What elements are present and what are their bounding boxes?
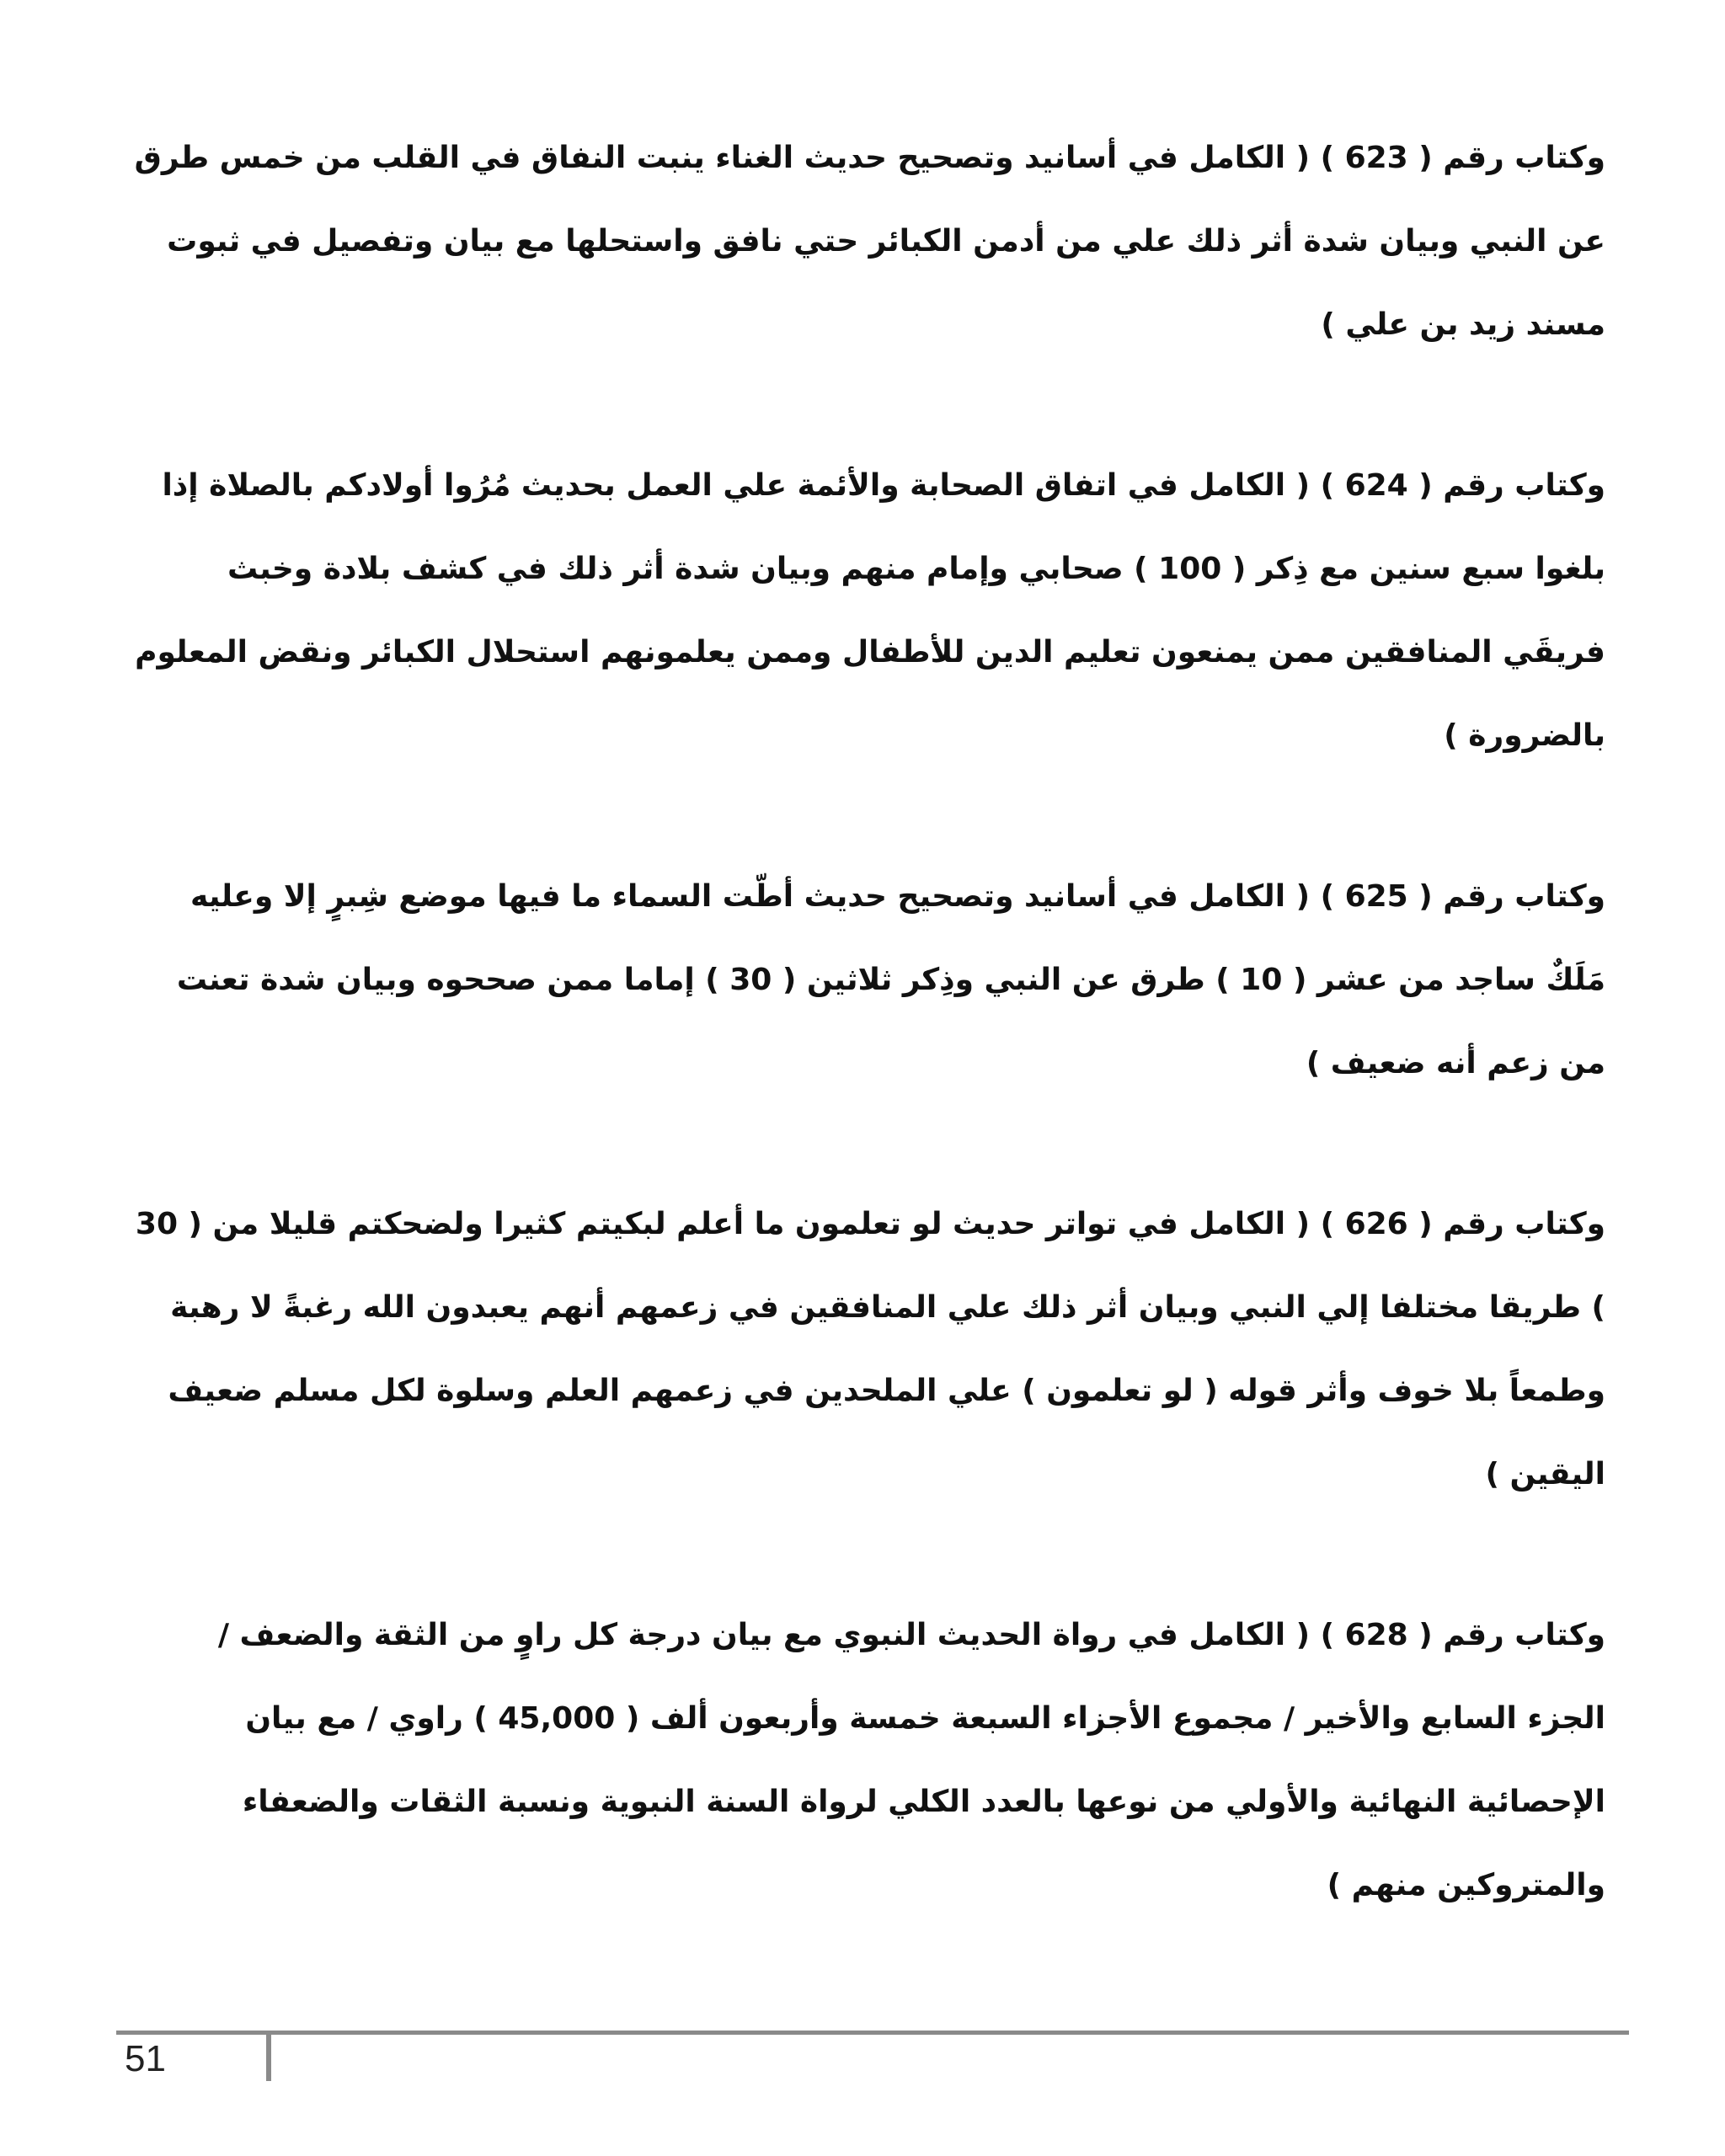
paragraph-book-624: وكتاب رقم ( 624 ) ( الكامل في اتفاق الصحابة والأئمة علي العمل بحديث مُرُوا أولادكم بالصلاة إذا بلغوا سبع سنين مع ذِكر ( 100 ) صحابي وإمام منهم وبيان شدة أثر ذلك في كشف بلادة وخبث فريقَي المنافقين ممن يمنعون تعليم الدين للأطفال وممن يعلمونهم استحلال الكبائر ونقض المعلوم بالضرورة ) <box>135 468 1605 753</box>
page-number: 51 <box>125 2038 166 2079</box>
footer-divider-tick <box>266 2031 271 2081</box>
page-body <box>133 116 1605 2004</box>
paragraph-book-623: وكتاب رقم ( 623 ) ( الكامل في أسانيد وتصحيح حديث الغناء ينبت النفاق في القلب من خمس طرق عن النبي وبيان شدة أثر ذلك علي من أدمن الكبائر حتي نافق واستحلها مع بيان وتفصيل في ثبوت مسند زيد بن علي ) <box>134 141 1605 342</box>
paragraph-book-625: وكتاب رقم ( 625 ) ( الكامل في أسانيد وتصحيح حديث أطّت السماء ما فيها موضع شِبرٍ إلا وعليه مَلَكٌ ساجد من عشر ( 10 ) طرق عن النبي وذِكر ثلاثين ( 30 ) إماما ممن صححوه وبيان شدة تعنت من زعم أنه ضعيف ) <box>176 879 1605 1081</box>
footer-divider <box>116 2031 1629 2035</box>
paragraph-book-626: وكتاب رقم ( 626 ) ( الكامل في تواتر حديث لو تعلمون ما أعلم لبكيتم كثيرا ولضحكتم قليلا من ( 30 ) طريقا مختلفا إلي النبي وبيان أثر ذلك علي المنافقين في زعمهم أنهم يعبدون الله رغبةً لا رهبة وطمعاً بلا خوف وأثر قوله ( لو تعلمون ) علي الملحدين في زعمهم العلم وسلوة لكل مسلم ضعيف اليقين ) <box>135 1207 1605 1492</box>
paragraph-book-628: وكتاب رقم ( 628 ) ( الكامل في رواة الحديث النبوي مع بيان درجة كل راوٍ من الثقة والضعف / الجزء السابع والأخير / مجموع الأجزاء السبعة خمسة وأربعون ألف ( 45,000 ) راوي / مع بيان الإحصائية النهائية والأولي من نوعها بالعدد الكلي لرواة السنة النبوية ونسبة الثقات والضعفاء والمتروكين منهم ) <box>217 1618 1605 1903</box>
